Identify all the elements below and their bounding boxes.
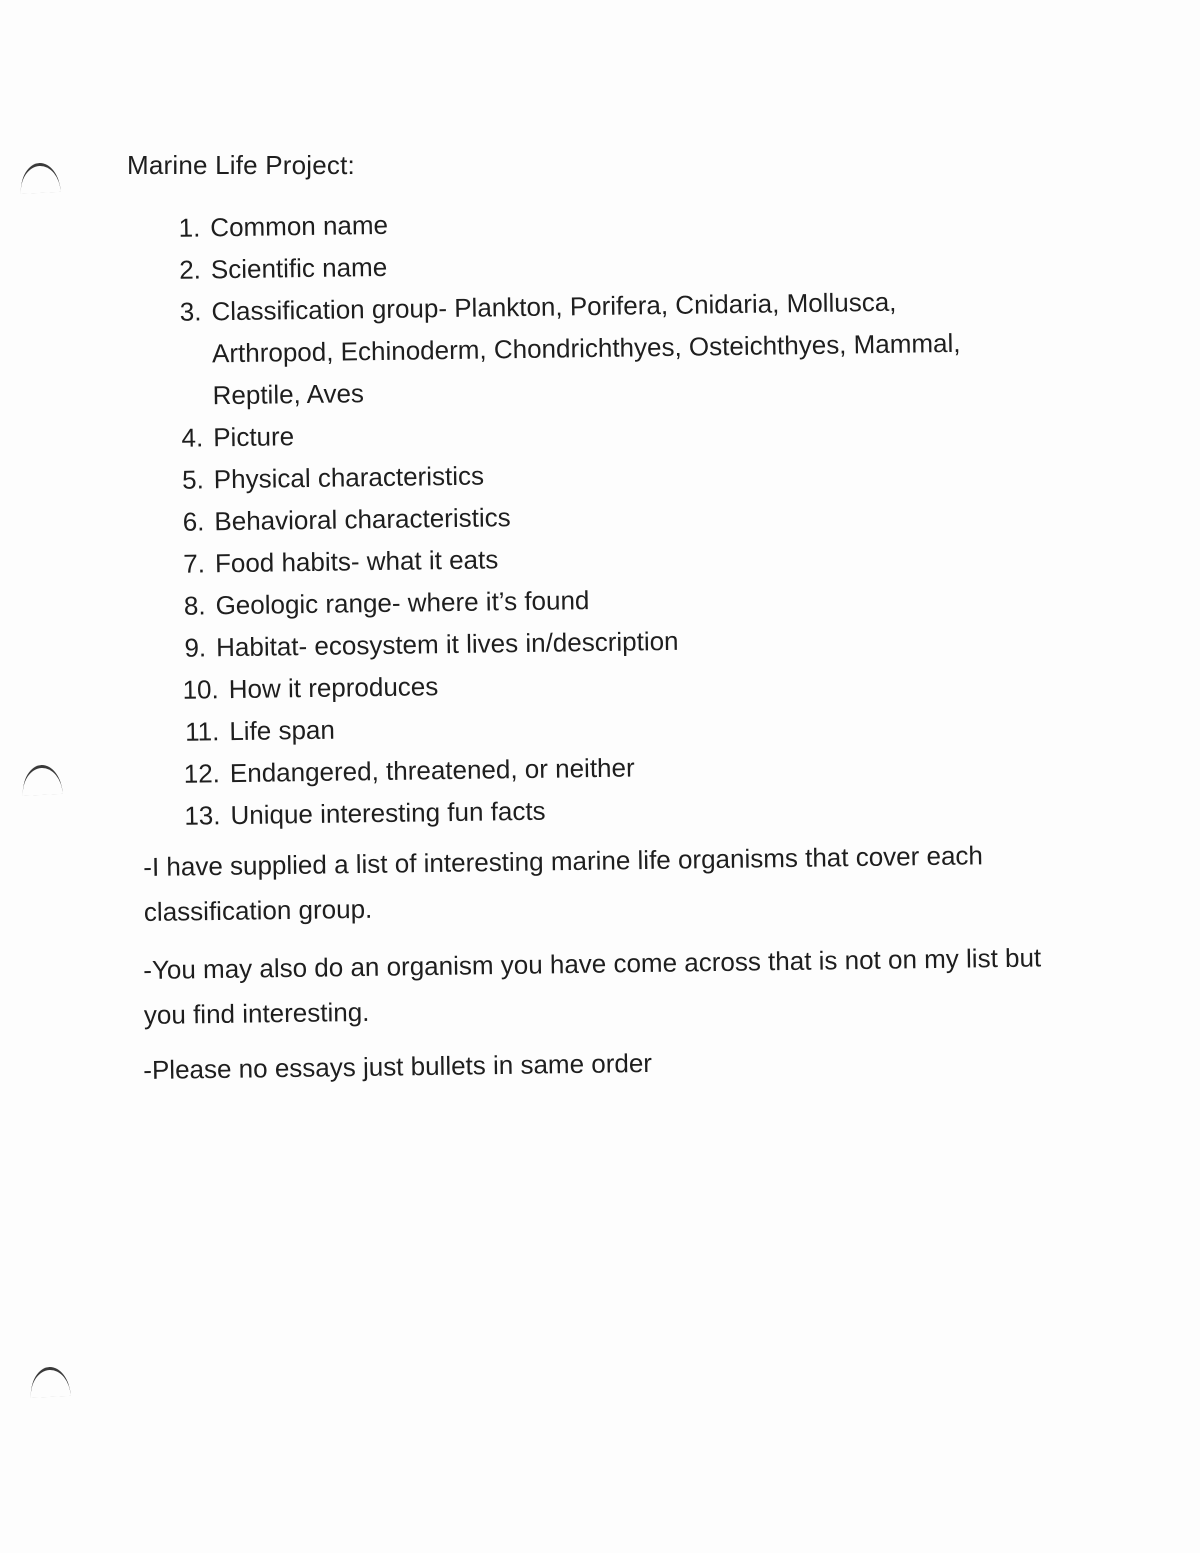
item-number: 1. <box>178 212 201 243</box>
list-item <box>163 279 1025 417</box>
item-text: Physical characteristics <box>213 460 485 495</box>
item-text: Endangered, threatened, or neither <box>229 752 635 789</box>
item-number: 4. <box>181 422 204 453</box>
punch-hole-middle <box>21 764 63 796</box>
item-number: 6. <box>182 506 205 537</box>
item-number: 11. <box>184 716 220 747</box>
note-other-organism: -You may also do an organism you have come across that is not on my list but you find interesting. <box>143 942 1042 1030</box>
item-text: Classification group- Plankton, Porifera, Cnidaria, Mollusca, Arthropod, Echinoderm, Chondrichthyes, Osteichthyes, Mammal, Reptile, Aves <box>211 286 961 411</box>
item-text: Unique interesting fun facts <box>230 795 546 831</box>
item-text: Life span <box>229 714 336 747</box>
note-format: -Please no essays just bullets in same order <box>143 1047 653 1085</box>
item-text: Food habits- what it eats <box>214 544 499 579</box>
item-number: 10. <box>182 674 219 705</box>
item-text: How it reproduces <box>228 671 439 705</box>
page-title: Marine Life Project: <box>127 150 355 180</box>
item-text: Scientific name <box>210 251 388 285</box>
note-supplied-list: -I have supplied a list of interesting marine life organisms that cover each classification group. <box>143 840 984 927</box>
item-number: 9. <box>184 632 207 663</box>
item-text: Behavioral characteristics <box>214 502 511 537</box>
item-text: Habitat- ecosystem it lives in/description <box>215 625 679 663</box>
requirements-list <box>162 195 1031 837</box>
item-text: Geologic range- where it’s found <box>215 585 590 621</box>
item-number: 7. <box>183 548 206 579</box>
punch-hole-top <box>19 162 61 194</box>
item-number: 3. <box>179 296 202 327</box>
item-number: 12. <box>183 758 221 789</box>
item-number: 2. <box>178 254 202 285</box>
item-text: Common name <box>210 209 389 243</box>
item-number: 5. <box>181 464 205 495</box>
item-text: Picture <box>213 421 295 453</box>
item-number: 13. <box>184 800 221 831</box>
item-number: 8. <box>183 590 206 621</box>
punch-hole-bottom <box>29 1366 71 1398</box>
